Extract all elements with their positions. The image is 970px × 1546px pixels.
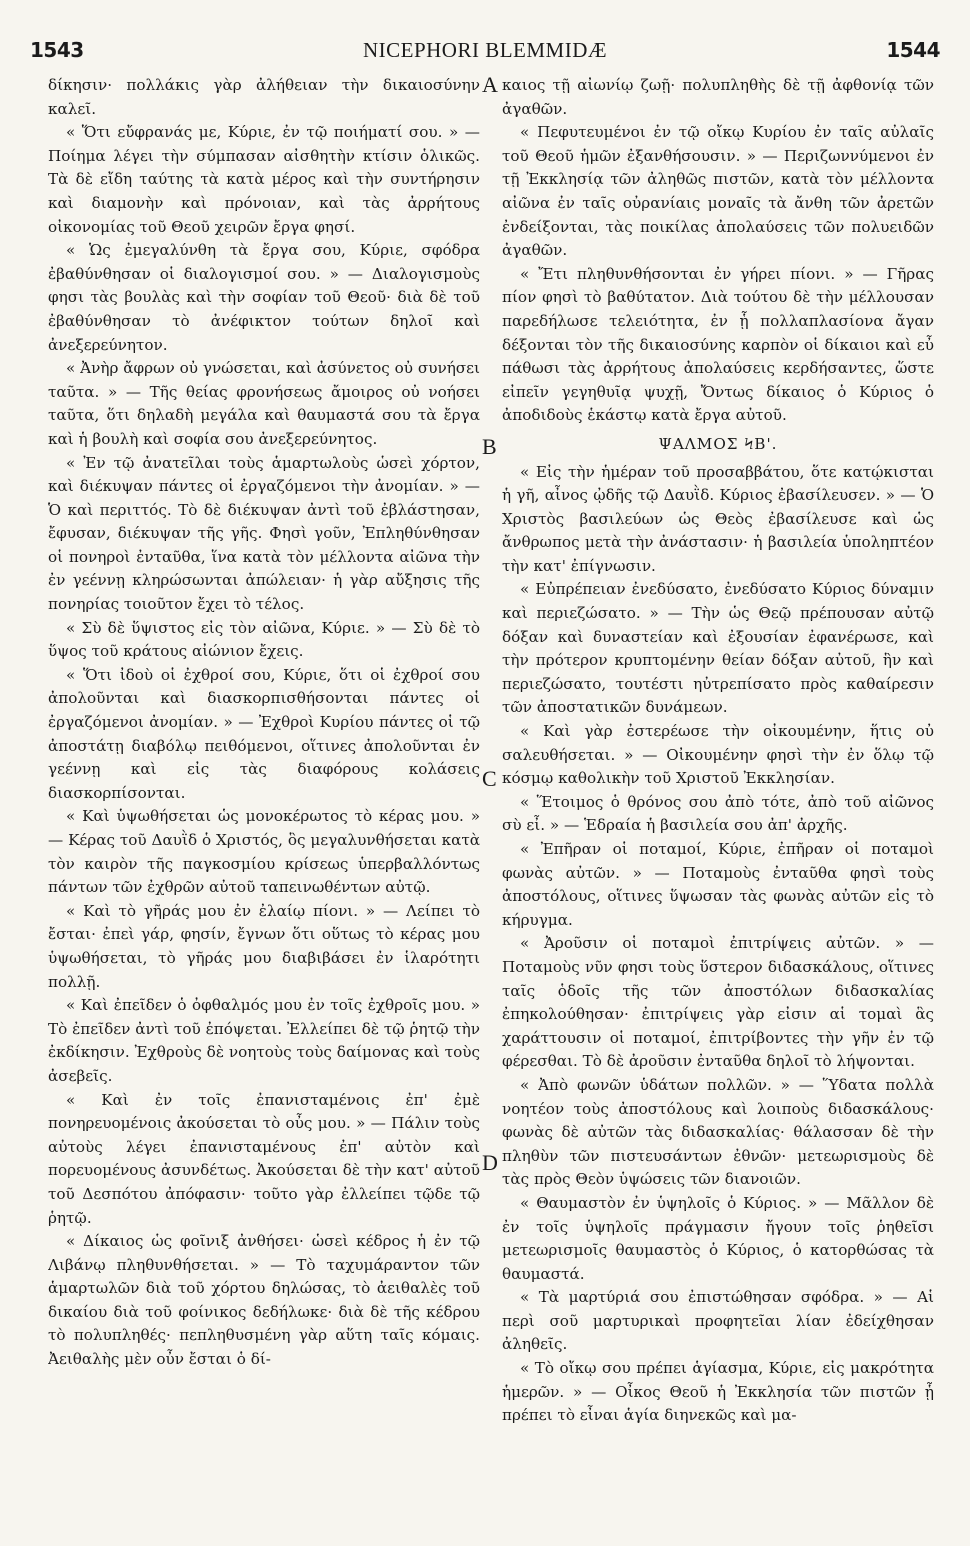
- margin-letter-d: D: [482, 1150, 498, 1175]
- paragraph: « Καὶ γὰρ ἐστερέωσε τὴν οἰκουμένην, ἥτις οὐ σαλευθήσεται. » — Οἰκουμένην φησὶ τὴν ἐν ὅλῳ τῷ κόσμῳ καθολικὴν τοῦ Χριστοῦ Ἐκκλησίαν.: [502, 722, 934, 788]
- page-header: [30, 38, 940, 68]
- paragraph: « Τὰ μαρτύριά σου ἐπιστώθησαν σφόδρα. » — Αἱ περὶ σοῦ μαρτυρικαὶ προφητεῖαι λίαν ἐδείχθησαν ἀληθεῖς.: [502, 1288, 934, 1354]
- paragraph: δίκησιν· πολλάκις γὰρ ἀλήθειαν τὴν δικαιοσύνην καλεῖ.: [48, 76, 480, 118]
- paragraph: « Καὶ τὸ γῆράς μου ἐν ἐλαίῳ πίονι. » — Λείπει τὸ ἔσται· ἐπεὶ γάρ, φησίν, ἔγνων ὅτι οὕτως τὸ κέρας μου ὑψωθήσεται, τὸ γῆράς μου διαβιβάσει ἐν ἱλαρότητι πολλῇ.: [48, 901, 480, 991]
- left-column: [48, 74, 480, 1524]
- paragraph: « Θαυμαστὸν ἐν ὑψηλοῖς ὁ Κύριος. » — Μᾶλλον δὲ ἐν τοῖς ὑψηλοῖς πράγμασιν ἤγουν τοῖς ῥηθεῖσι μετεωρισμοῖς θαυμαστὸς ὁ Κύριος, ὁ κατορθώσας τὰ θαυμαστά.: [502, 1193, 934, 1283]
- paragraph: « Τὸ οἴκῳ σου πρέπει ἁγίασμα, Κύριε, εἰς μακρότητα ἡμερῶν. » — Οἶκος Θεοῦ ἡ Ἐκκλησία τῶν πιστῶν ᾗ πρέπει τὸ εἶναι ἁγία διηνεκῶς καὶ μα-: [502, 1359, 934, 1425]
- psalm-heading: ΨΑΛΜΟΣ ϞΒ'.: [658, 434, 778, 453]
- margin-letter-b: B: [482, 434, 497, 459]
- paragraph: « Εἰς τὴν ἡμέραν τοῦ προσαββάτου, ὅτε κατῴκισται ἡ γῆ, αἶνος ᾠδῆς τῷ Δαυῒδ. Κύριος ἐβασίλευσεν. » — Ὁ Χριστὸς βασιλεύων ὡς Θεὸς ἐβασίλευσε καὶ ὡς ἄνθρωπος μετὰ τὴν ἀνάστασιν· ἡ βασιλεία ὑποληπτέον τὴν κατ' ἐπίγνωσιν.: [502, 462, 934, 575]
- paragraph: « Καὶ ὑψωθήσεται ὡς μονοκέρωτος τὸ κέρας μου. » — Κέρας τοῦ Δαυῒδ ὁ Χριστός, ὃς μεγαλυνθήσεται κατὰ τὸν καιρὸν τῆς παγκοσμίου κρίσεως ὑπερβαλλόντως πάντων τῶν ἐχθρῶν αὐτοῦ ταπεινωθέντων αὐτῷ.: [48, 807, 480, 897]
- margin-letter-c: C: [482, 766, 497, 791]
- margin-letter-a: A: [482, 72, 498, 97]
- right-column: [502, 74, 934, 1524]
- paragraph: « Ἀνὴρ ἄφρων οὐ γνώσεται, καὶ ἀσύνετος οὐ συνήσει ταῦτα. » — Τῆς θείας φρονήσεως ἄμοιρος οὐ νοήσει ταῦτα, ὅτι δηλαδὴ μεγάλα καὶ θαυμαστά σου τὰ ἔργα καὶ ἡ βουλὴ καὶ σοφία σου ἀνεξερεύνητος.: [48, 359, 480, 448]
- paragraph: « Καὶ ἐν τοῖς ἐπανισταμένοις ἐπ' ἐμὲ πονηρευομένοις ἀκούσεται τὸ οὖς μου. » — Πάλιν τοὺς αὐτοὺς λέγει ἐπανισταμένους ἐπ' αὐτὸν καὶ πορευομένους ἀσυνδέτως. Ἀκούσεται δὲ τὴν κατ' αὐτοῦ τοῦ Δεσπότου ἀπόφασιν· τοῦτο γὰρ ἐλλείπει τῷδε τῷ ῥητῷ.: [48, 1090, 480, 1227]
- paragraph: « Ἕτοιμος ὁ θρόνος σου ἀπὸ τότε, ἀπὸ τοῦ αἰῶνος σὺ εἶ. » — Ἑδραία ἡ βασιλεία σου ἀπ' ἀρχῆς.: [502, 792, 934, 835]
- paragraph: « Καὶ ἐπεῖδεν ὁ ὀφθαλμός μου ἐν τοῖς ἐχθροῖς μου. » Τὸ ἐπεῖδεν ἀντὶ τοῦ ἐπόψεται. Ἐλλείπει δὲ τῷ ῥητῷ τὴν ἐκδίκησιν. Ἐχθροὺς δὲ νοητοὺς τοὺς δαίμονας καὶ τοὺς ἀσεβεῖς.: [48, 996, 480, 1085]
- page-number-left: 1543: [30, 38, 84, 62]
- paragraph: « Εὐπρέπειαν ἐνεδύσατο, ἐνεδύσατο Κύριος δύναμιν καὶ περιεζώσατο. » — Τὴν ὡς Θεῷ πρέπουσαν αὐτῷ δόξαν καὶ δυναστείαν καὶ ἐξουσίαν ἐφανέρωσε, καὶ τὴν πρότερον κρυπτομένην θείαν δόξαν αὐτοῦ, ἣν καὶ περιεζώσατο, τουτέστι ηὐτρεπίσατο πρὸς καθαίρεσιν τῶν ἀποστατικῶν δυνάμεων.: [502, 580, 934, 717]
- paragraph: « Πεφυτευμένοι ἐν τῷ οἴκῳ Κυρίου ἐν ταῖς αὐλαῖς τοῦ Θεοῦ ἡμῶν ἐξανθήσουσιν. » — Περιζωννύμενοι ἐν τῇ Ἐκκλησίᾳ τῶν ἀληθῶς πιστῶν, κατὰ τὸν μέλλοντα αἰῶνα ἐν ταῖς οὐρανίαις μοναῖς τὰ ἄνθη τῶν ἀρετῶν ἐνδείξονται, τὰς ποικίλας ἀπολαύσεις τῶν πολυειδῶν ἀγαθῶν.: [502, 123, 934, 260]
- running-title: NICEPHORI BLEMMIDÆ: [362, 38, 608, 62]
- paragraph: « Ἐπῆραν οἱ ποταμοί, Κύριε, ἐπῆραν οἱ ποταμοὶ φωνὰς αὐτῶν. » — Ποταμοὺς ἐνταῦθα φησὶ τοὺς ἀποστόλους, οἵτινες ὕψωσαν τὰς φωνὰς αὐτῶν εἰς τὸ κήρυγμα.: [502, 840, 934, 929]
- paragraph: « Ἀροῦσιν οἱ ποταμοὶ ἐπιτρίψεις αὐτῶν. » — Ποταμοὺς νῦν φησι τοὺς ὕστερον διδασκάλους, οἵτινες ταῖς ὁδοῖς τῆς τῶν ἀποστόλων διδασκαλίας ἐπηκολούθησαν· ἐπιτρίψεις γὰρ εἰσιν αἱ τομαὶ ἃς χαράττουσιν οἱ ποταμοί, ἐπιτρίβοντες τὴν γῆν ἐν τῷ φέρεσθαι. Τὸ δὲ ἀροῦσιν ἐνταῦθα δηλοῖ τὸ λήψονται.: [502, 934, 934, 1071]
- paragraph: « Ὡς ἐμεγαλύνθη τὰ ἔργα σου, Κύριε, σφόδρα ἐβαθύνθησαν οἱ διαλογισμοί σου. » — Διαλογισμοὺς φησι τὰς βουλὰς καὶ τὴν σοφίαν τοῦ Θεοῦ· διὰ δὲ τοῦ ἐβαθύνθησαν τὸ ἀνέφικτον τούτων δηλοῖ καὶ ἀνεξερεύνητον.: [48, 241, 480, 354]
- paragraph: « Ἀπὸ φωνῶν ὑδάτων πολλῶν. » — Ὕδατα πολλὰ νοητέον τοὺς ἀποστόλους καὶ λοιποὺς διδασκάλους· φωνὰς δὲ αὐτῶν τὰς διδασκαλίας· θάλασσαν δὲ τὴν πληθὺν τῶν πιστευσάντων ἐθνῶν· μετεωρισμοὺς δὲ τὰς πρὸς Θεὸν ὑψώσεις τῶν διανοιῶν.: [502, 1075, 934, 1189]
- paragraph: καιος τῇ αἰωνίῳ ζωῇ· πολυπληθὴς δὲ τῇ ἀφθονίᾳ τῶν ἀγαθῶν.: [502, 76, 934, 118]
- paragraph: « Σὺ δὲ ὕψιστος εἰς τὸν αἰῶνα, Κύριε. » — Σὺ δὲ τὸ ὕψος τοῦ κράτους αἰώνιον ἔχεις.: [48, 618, 480, 661]
- page-number-right: 1544: [886, 38, 940, 62]
- paragraph: « Ἔτι πληθυνθήσονται ἐν γήρει πίονι. » — Γῆρας πίον φησὶ τὸ βαθύτατον. Διὰ τούτου δὲ τὴν μέλλουσαν παρεδήλωσε τελειότητα, ἐν ᾗ πολλαπλασίονα ἄγαν δέξονται τὸν τῆς δικαιοσύνης καρπὸν οἱ δίκαιοι καὶ εὖ πάθωσι τὰς ἀρρήτους ἀπολαύσεις κερδήσαντες, ὥστε εἰπεῖν γεγηθυῖᾳ ψυχῇ, Ὄντως δίκαιος ὁ Κύριος ὁ ἀποδιδοὺς ἑκάστῳ κατὰ ἔργα αὐτοῦ.: [502, 264, 934, 425]
- paragraph: « Ἐν τῷ ἀνατεῖλαι τοὺς ἁμαρτωλοὺς ὡσεὶ χόρτον, καὶ διέκυψαν πάντες οἱ ἐργαζόμενοι τὴν ἀνομίαν. » — Ὁ καὶ περιττός. Τὸ δὲ διέκυψαν ἀντὶ τοῦ ἐβλάστησαν, ἔφυσαν, διέκυψαν τῆς γῆς. Φησὶ γοῦν, Ἐπληθύνθησαν οἱ πονηροὶ ἐνταῦθα, ἵνα κατὰ τὸν μέλλοντα αἰῶνα τὴν ἐν γεέννῃ κληρώσωνται ἀπώλειαν· ἡ γὰρ αὔξησις τῆς πονηρίας τοιοῦτον ἔχει τὸ τέλος.: [48, 453, 480, 614]
- paragraph: « Δίκαιος ὡς φοῖνιξ ἀνθήσει· ὡσεὶ κέδρος ἡ ἐν τῷ Λιβάνῳ πληθυνθήσεται. » — Τὸ ταχυμάραντον τῶν ἁμαρτωλῶν διὰ τοῦ χόρτου δηλώσας, τὸ ἀειθαλὲς τοῦ δικαίου διὰ τοῦ φοίνικος δεδήλωκε· διὰ δὲ τῆς κέδρου τὸ πολυπληθές· πεπληθυσμένη γὰρ αὕτη ταῖς κόμαις. Ἀειθαλὴς μὲν οὖν ἔσται ὁ δί-: [48, 1232, 480, 1369]
- paragraph: « Ὅτι ἰδοὺ οἱ ἐχθροί σου, Κύριε, ὅτι οἱ ἐχθροί σου ἀπολοῦνται καὶ διασκορπισθήσονται πάντες οἱ ἐργαζόμενοι ἀνομίαν. » — Ἐχθροὶ Κυρίου πάντες οἱ τῷ ἀποστάτῃ διαβόλῳ πειθόμενοι, οἵτινες ἀπολοῦνται ἐν γεέννῃ καὶ εἰς τὰς διαφόρους κολάσεις διασκορπίσονται.: [48, 665, 480, 802]
- paragraph: « Ὅτι εὔφρανάς με, Κύριε, ἐν τῷ ποιήματί σου. » — Ποίημα λέγει τὴν σύμπασαν αἰσθητὴν κτίσιν ὁλικῶς. Τὰ δὲ εἴδη ταύτης τὰ κατὰ μέρος καὶ τὴν συντήρησιν καὶ διαμονὴν καὶ πρόνοιαν, καὶ τὰς ἀρρήτους οἰκονομίας τοῦ Θεοῦ χειρῶν ἔργα φησί.: [48, 123, 480, 236]
